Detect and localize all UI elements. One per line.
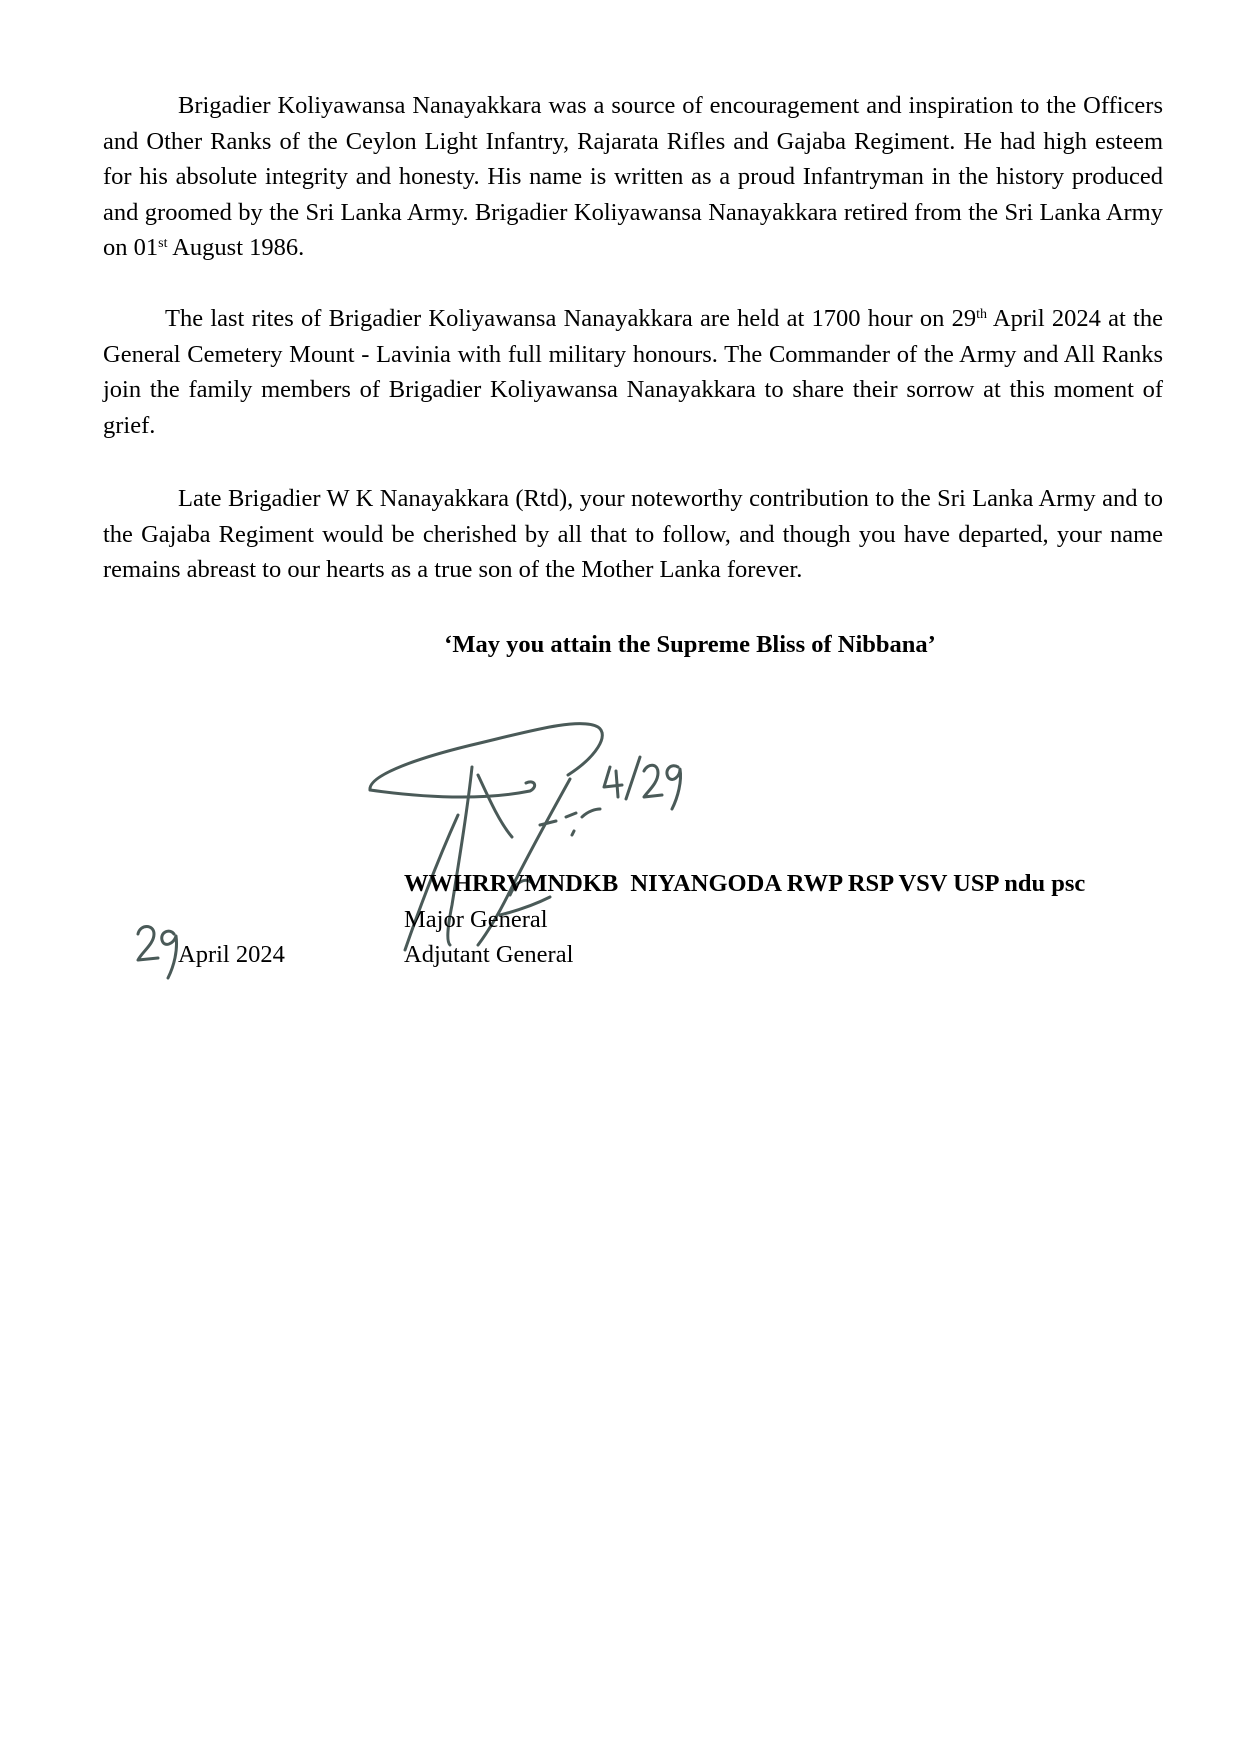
paragraph-tribute	[103, 88, 1163, 266]
paragraph-farewell-text: Late Brigadier W K Nanayakkara (Rtd), your noteworthy contribution to the Sri Lanka Army and to the Gajaba Regiment would be cherished by all that to follow, and though you have departed, your name remains abreast to our hearts as a true son of the Mother Lanka forever.	[103, 485, 1163, 583]
signatory-appointment: Adjutant General	[404, 941, 574, 968]
signature-block	[404, 866, 1085, 973]
paragraph-last-rites-text-2: April 2024 at the General Cemetery Mount - Lavinia with full military honours. The Commander of the Army and All Ranks join the family members of Brigadier Koliyawansa Nanayakkara to share their sorrow at this moment of grief.	[103, 305, 1163, 439]
paragraph-tribute-text-1: Brigadier Koliyawansa Nanayakkara was a source of encouragement and inspiration to the Officers and Other Ranks of the Ceylon Light Infantry, Rajarata Rifles and Gajaba Regiment. He had high esteem for his absolute integrity and honesty. His name is written as a proud Infantryman in the history produced and groomed by the Sri Lanka Army. Brigadier Koliyawansa Nanayakkara retired from the Sri Lanka Army on 01	[103, 92, 1163, 261]
paragraph-last-rites-text-1: The last rites of Brigadier Koliyawansa Nanayakkara are held at 1700 hour on 29	[165, 305, 977, 332]
ordinal-suffix: st	[158, 235, 168, 251]
blessing-line: ‘May you attain the Supreme Bliss of Nibbana’	[444, 631, 936, 658]
paragraph-tribute-text-2: August 1986.	[167, 234, 305, 261]
ordinal-suffix: th	[976, 306, 988, 322]
signatory-rank: Major General	[404, 905, 548, 933]
date-line: April 2024	[178, 941, 285, 968]
paragraph-farewell	[103, 481, 1163, 588]
paragraph-last-rites	[103, 301, 1163, 443]
handwritten-day	[134, 920, 182, 980]
signatory-name: WWHRRVMNDKB NIYANGODA RWP RSP VSV USP ndu psc	[404, 870, 1086, 897]
